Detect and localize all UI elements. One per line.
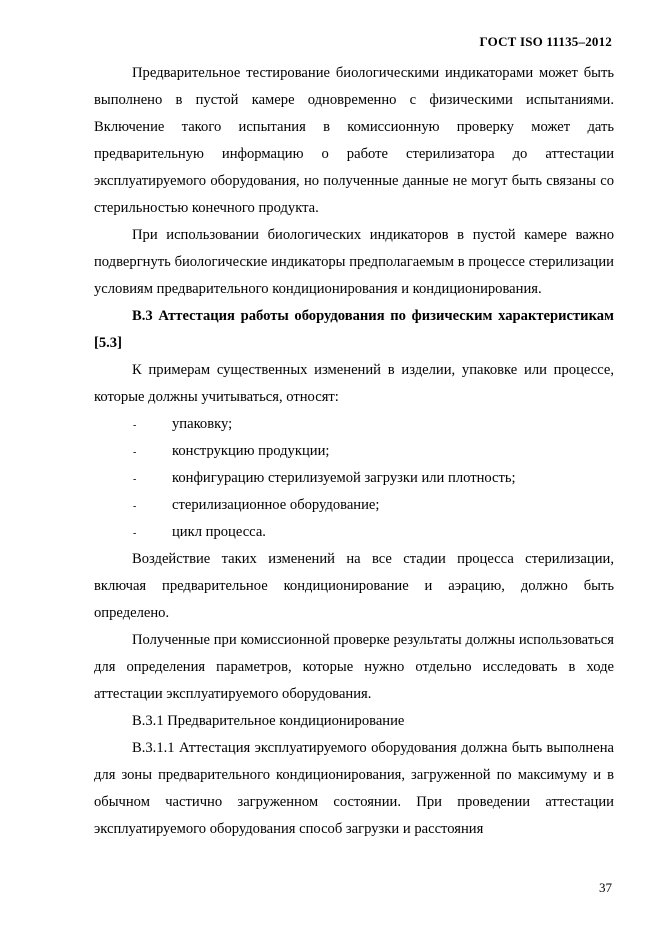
- list-item: [94, 411, 614, 438]
- bullet-marker: -: [133, 420, 137, 431]
- paragraph-bi-pretest: Предварительное тестирование биологическими индикаторами может быть выполнено в пустой камере одновременно с физическими испытаниями. Включение такого испытания в комиссионную проверку может дать предварительную информацию о работе стерилизатора до аттестации эксплуатируемого оборудования, но полученные данные не могут быть связаны со стерильностью конечного продукта.: [94, 65, 614, 216]
- page-body: [94, 60, 614, 843]
- list-item: [94, 519, 614, 546]
- bullet-marker: -: [133, 474, 137, 485]
- page-number: 37: [599, 880, 612, 895]
- changes-list: [94, 411, 614, 546]
- list-item-text: цикл процесса.: [172, 524, 266, 540]
- list-item-text: конфигурацию стерилизуемой загрузки или плотность;: [172, 470, 516, 486]
- paragraph-b311: В.3.1.1 Аттестация эксплуатируемого оборудования должна быть выполнена для зоны предварительного кондиционирования, загруженной по максимуму и в обычном частично загруженном состоянии. При проведении аттестации эксплуатируемого оборудования способ загрузки и расстояния: [94, 740, 614, 837]
- section-heading-b31: В.3.1 Предварительное кондиционирование: [132, 713, 405, 729]
- bullet-marker: -: [133, 528, 137, 539]
- section-heading-b3: В.3 Аттестация работы оборудования по физическим характеристикам [5.3]: [94, 308, 614, 351]
- list-item: [94, 465, 614, 492]
- list-item: [94, 492, 614, 519]
- list-item-text: упаковку;: [172, 416, 233, 432]
- paragraph-significant-changes: К примерам существенных изменений в изделии, упаковке или процессе, которые должны учитываться, относят:: [94, 362, 614, 405]
- document-header: ГОСТ ISO 11135–2012: [479, 34, 612, 49]
- paragraph-commissioning-results: Полученные при комиссионной проверке результаты должны использоваться для определения параметров, которые нужно отдельно исследовать в ходе аттестации эксплуатируемого оборудования.: [94, 632, 614, 702]
- list-item: [94, 438, 614, 465]
- bullet-marker: -: [133, 447, 137, 458]
- list-item-text: конструкцию продукции;: [172, 443, 330, 459]
- paragraph-impact-of-changes: Воздействие таких изменений на все стадии процесса стерилизации, включая предварительное кондиционирование и аэрацию, должно быть определено.: [94, 551, 614, 621]
- list-item-text: стерилизационное оборудование;: [172, 497, 380, 513]
- bullet-marker: -: [133, 501, 137, 512]
- paragraph-bi-empty-chamber: При использовании биологических индикаторов в пустой камере важно подвергнуть биологические индикаторы предполагаемым в процессе стерилизации условиям предварительного кондиционирования и кондиционирования.: [94, 227, 614, 297]
